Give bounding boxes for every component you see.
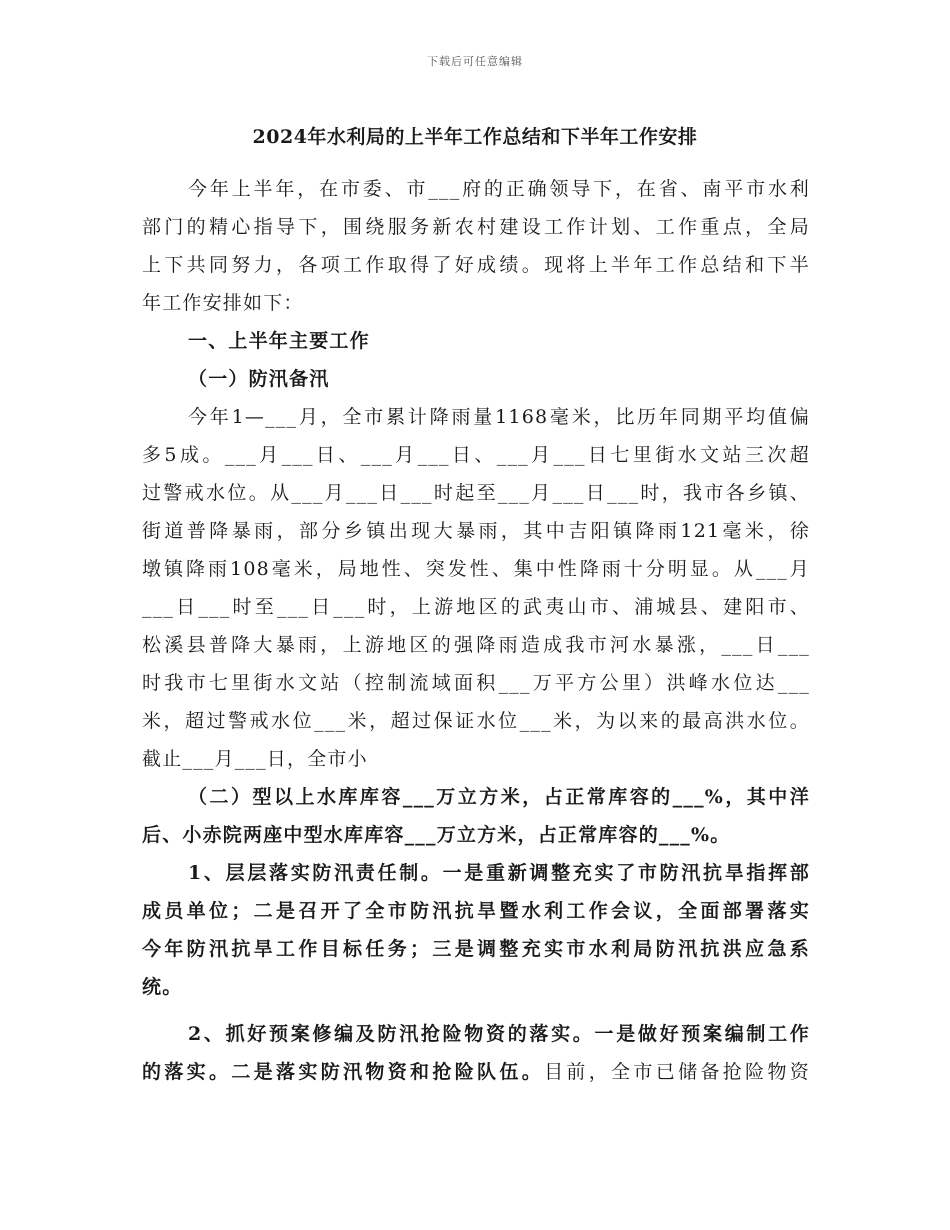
document-title: 2024年水利局的上半年工作总结和下半年工作安排: [252, 126, 698, 148]
paragraph-line: 米，超过警戒水位___米，超过保证水位___米，为以来的最高洪水位。: [142, 710, 810, 732]
paragraph-line: （二）型以上水库库容___万立方米，占正常库容的___%，其中洋: [188, 786, 810, 808]
paragraph-line: 多5成。___月___日、___月___日、___月___日七里街水文站三次超: [142, 444, 810, 466]
paragraph-line: 年工作安排如下：: [142, 292, 304, 314]
paragraph-line: 成员单位；二是召开了全市防汛抗旱暨水利工作会议，全面部署落实: [142, 900, 810, 922]
paragraph-line: 上下共同努力，各项工作取得了好成绩。现将上半年工作总结和下半: [142, 254, 810, 276]
header-note: 下载后可任意编辑: [427, 55, 523, 68]
normal-run: 目前，全市已储备抢险物资: [544, 1061, 810, 1083]
paragraph-line: 时我市七里街水文站（控制流域面积___万平方公里）洪峰水位达___: [142, 672, 810, 694]
paragraph-line: 墩镇降雨108毫米，局地性、突发性、集中性降雨十分明显。从___月: [142, 558, 810, 580]
section-heading: 一、上半年主要工作: [188, 330, 370, 352]
paragraph-line: 过警戒水位。从___月___日___时起至___月___日___时，我市各乡镇、: [142, 482, 810, 504]
paragraph-line: 今年上半年，在市委、市___府的正确领导下，在省、南平市水利: [188, 178, 810, 200]
paragraph-line: ___日___时至___日___时，上游地区的武夷山市、浦城县、建阳市、: [142, 596, 810, 618]
paragraph-line: 街道普降暴雨，部分乡镇出现大暴雨，其中吉阳镇降雨121毫米，徐: [142, 520, 810, 542]
paragraph-line: 1、层层落实防汛责任制。一是重新调整充实了市防汛抗旱指挥部: [188, 862, 810, 884]
document-body: [142, 170, 810, 1091]
subsection-heading: （一）防汛备汛: [188, 368, 330, 390]
paragraph-line: 部门的精心指导下，围绕服务新农村建设工作计划、工作重点，全局: [142, 216, 810, 238]
paragraph-line: 2、抓好预案修编及防汛抢险物资的落实。一是做好预案编制工作: [188, 1023, 810, 1045]
paragraph-line: [142, 1053, 810, 1091]
paragraph-line: 后、小赤院两座中型水库库容___万立方米，占正常库容的___%。: [142, 824, 731, 846]
paragraph-line: 今年1—___月，全市累计降雨量1168毫米，比历年同期平均值偏: [188, 406, 810, 428]
paragraph-line: 统。: [142, 976, 183, 998]
paragraph-line: 截止___月___日，全市小: [142, 748, 368, 770]
paragraph-line: 今年防汛抗旱工作目标任务；三是调整充实市水利局防汛抗洪应急系: [142, 938, 810, 960]
bold-run: 的落实。二是落实防汛物资和抢险队伍。: [142, 1061, 545, 1083]
paragraph-line: 松溪县普降大暴雨，上游地区的强降雨造成我市河水暴涨，___日___: [142, 634, 810, 656]
